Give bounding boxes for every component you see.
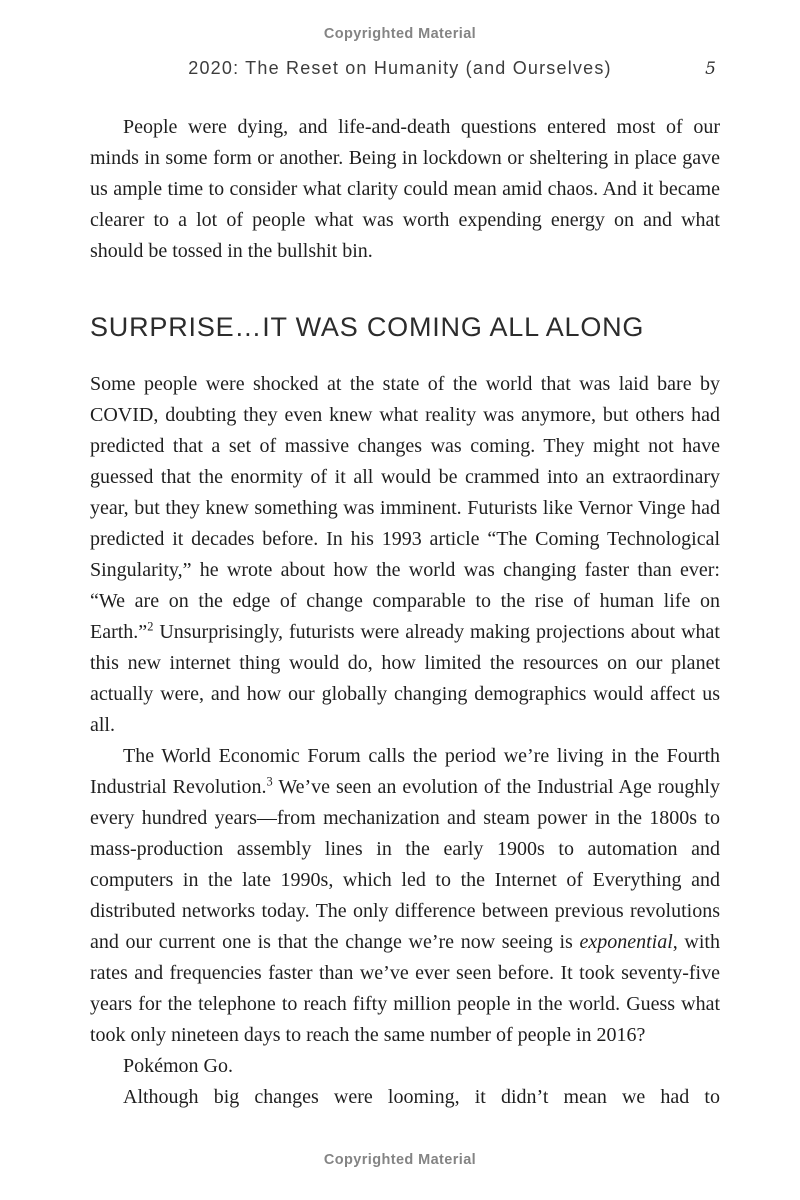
footnote-reference-3: 3 [266,774,273,789]
text-segment: , with rates and frequencies faster than we’ve ever seen before. It took seventy-five years for the telephone to reach fifty million people in the world. Guess what took only nineteen days to reach the same number of people in 2016? [90,931,720,1046]
paragraph-2 [90,369,720,741]
running-header [0,58,800,82]
paragraph-1: People were dying, and life-and-death questions entered most of our minds in some form or another. Being in lockdown or sheltering in place gave us ample time to consider what clarity could mean amid chaos. And it became clearer to a lot of people what was worth expending energy on and what should be tossed in the bullshit bin. [90,116,720,262]
paragraph-5: Although big changes were looming, it didn’t mean we had to [123,1086,720,1108]
text-segment: The World Economic Forum calls the period we’re living in the Fourth Industrial Revolution. [90,745,720,798]
paragraph-4: Pokémon Go. [123,1055,233,1077]
text-segment: We’ve seen an evolution of the Industrial Age roughly every hundred years—from mechanization and steam power in the 1800s to mass-production assembly lines in the early 1900s to automation and computers in the late 1990s, which led to the Internet of Everything and distributed networks today. The only difference between previous revolutions and our current one is that the change we’re now seeing is [90,776,720,953]
running-head-title: 2020: The Reset on Humanity (and Ourselves) [188,58,612,78]
section-heading: SURPRISE…IT WAS COMING ALL ALONG [90,312,645,342]
text-segment: Unsurprisingly, futurists were already making projections about what this new internet thing would do, how limited the resources on our planet actually were, and how our globally changing demographics would affect us all. [90,621,720,736]
footnote-reference-2: 2 [147,619,154,634]
emphasis-exponential: exponential [579,931,673,953]
page-body [90,112,720,1113]
page-number: 5 [705,59,716,79]
copyright-notice-top: Copyrighted Material [323,26,477,42]
paragraph-3 [90,741,720,1051]
text-segment: Some people were shocked at the state of the world that was laid bare by COVID, doubting they even knew what reality was anymore, but others had predicted that a set of massive changes was coming. They might not have guessed that the enormity of it all would be crammed into an extraordinary year, but they knew something was imminent. Futurists like Vernor Vinge had predicted it decades before. In his 1993 article “The Coming Technological Singularity,” he wrote about how the world was changing faster than ever: “We are on the edge of change comparable to the rise of human life on Earth.” [90,373,720,643]
copyright-notice-bottom: Copyrighted Material [323,1152,477,1168]
